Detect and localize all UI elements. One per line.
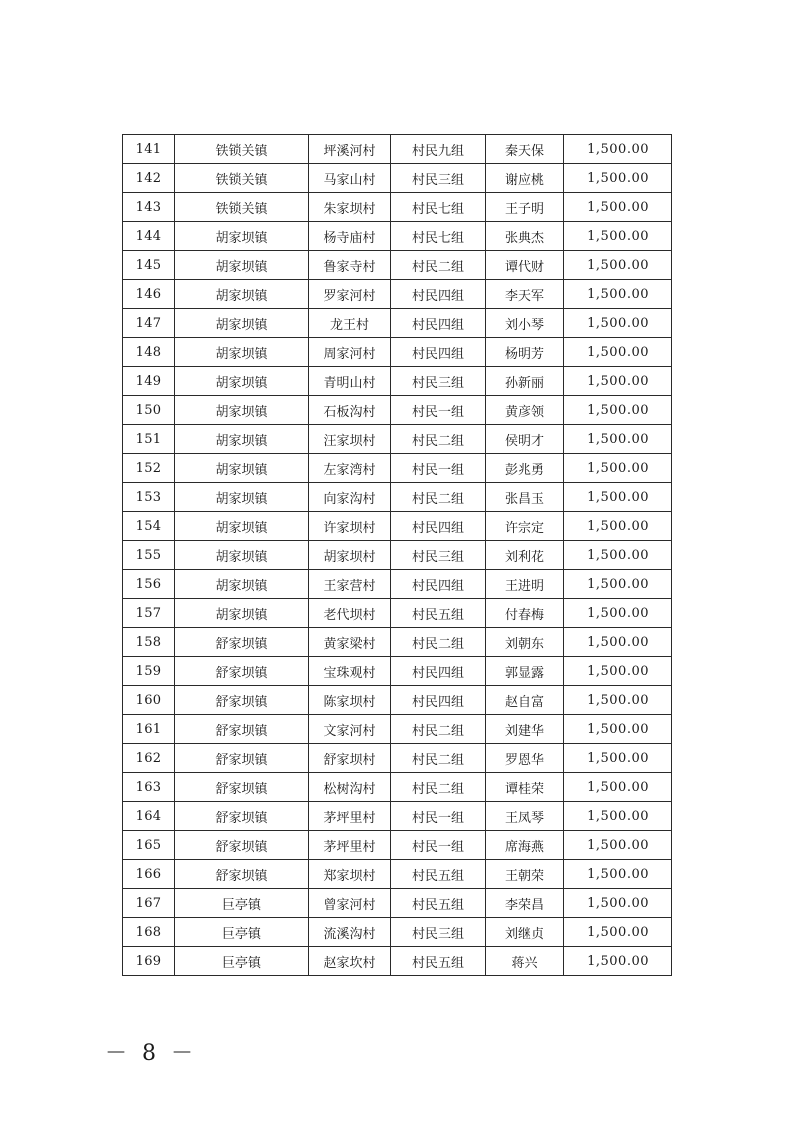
cell-serial-number: 169 xyxy=(123,947,175,976)
cell-amount: 1,500.00 xyxy=(564,309,672,338)
cell-amount: 1,500.00 xyxy=(564,947,672,976)
cell-villager-group: 村民四组 xyxy=(391,280,486,309)
cell-person-name: 席海燕 xyxy=(486,831,564,860)
beneficiary-table xyxy=(122,134,672,976)
table-row xyxy=(123,251,672,280)
cell-amount: 1,500.00 xyxy=(564,541,672,570)
table-row xyxy=(123,860,672,889)
cell-person-name: 谢应桃 xyxy=(486,164,564,193)
cell-person-name: 刘朝东 xyxy=(486,628,564,657)
cell-village: 茅坪里村 xyxy=(309,831,391,860)
cell-serial-number: 164 xyxy=(123,802,175,831)
cell-village: 鲁家寺村 xyxy=(309,251,391,280)
cell-village: 汪家坝村 xyxy=(309,425,391,454)
cell-village: 石板沟村 xyxy=(309,396,391,425)
table-body xyxy=(123,135,672,976)
cell-village: 流溪沟村 xyxy=(309,918,391,947)
cell-villager-group: 村民七组 xyxy=(391,193,486,222)
cell-person-name: 秦天保 xyxy=(486,135,564,164)
cell-person-name: 张昌玉 xyxy=(486,483,564,512)
cell-person-name: 罗恩华 xyxy=(486,744,564,773)
cell-amount: 1,500.00 xyxy=(564,831,672,860)
cell-person-name: 彭兆勇 xyxy=(486,454,564,483)
cell-town: 胡家坝镇 xyxy=(175,251,309,280)
table-row xyxy=(123,947,672,976)
cell-villager-group: 村民五组 xyxy=(391,947,486,976)
cell-serial-number: 155 xyxy=(123,541,175,570)
cell-serial-number: 167 xyxy=(123,889,175,918)
cell-town: 胡家坝镇 xyxy=(175,425,309,454)
table-row xyxy=(123,222,672,251)
cell-person-name: 王子明 xyxy=(486,193,564,222)
cell-village: 龙王村 xyxy=(309,309,391,338)
cell-amount: 1,500.00 xyxy=(564,599,672,628)
cell-villager-group: 村民三组 xyxy=(391,367,486,396)
cell-village: 舒家坝村 xyxy=(309,744,391,773)
table-row xyxy=(123,657,672,686)
cell-village: 曾家河村 xyxy=(309,889,391,918)
cell-villager-group: 村民四组 xyxy=(391,657,486,686)
cell-town: 胡家坝镇 xyxy=(175,454,309,483)
cell-serial-number: 160 xyxy=(123,686,175,715)
cell-villager-group: 村民一组 xyxy=(391,831,486,860)
cell-town: 胡家坝镇 xyxy=(175,541,309,570)
table-row xyxy=(123,135,672,164)
cell-amount: 1,500.00 xyxy=(564,512,672,541)
page-number: － 8 － xyxy=(105,1041,197,1066)
cell-village: 左家湾村 xyxy=(309,454,391,483)
cell-villager-group: 村民五组 xyxy=(391,599,486,628)
table-row xyxy=(123,889,672,918)
cell-villager-group: 村民四组 xyxy=(391,570,486,599)
cell-serial-number: 166 xyxy=(123,860,175,889)
cell-amount: 1,500.00 xyxy=(564,657,672,686)
cell-amount: 1,500.00 xyxy=(564,773,672,802)
cell-town: 舒家坝镇 xyxy=(175,628,309,657)
cell-villager-group: 村民一组 xyxy=(391,454,486,483)
cell-serial-number: 142 xyxy=(123,164,175,193)
table-row xyxy=(123,628,672,657)
cell-village: 朱家坝村 xyxy=(309,193,391,222)
cell-town: 舒家坝镇 xyxy=(175,657,309,686)
cell-serial-number: 154 xyxy=(123,512,175,541)
cell-amount: 1,500.00 xyxy=(564,338,672,367)
cell-town: 胡家坝镇 xyxy=(175,570,309,599)
cell-amount: 1,500.00 xyxy=(564,251,672,280)
table-row xyxy=(123,483,672,512)
cell-person-name: 王朝荣 xyxy=(486,860,564,889)
cell-serial-number: 144 xyxy=(123,222,175,251)
cell-serial-number: 159 xyxy=(123,657,175,686)
cell-person-name: 郭显露 xyxy=(486,657,564,686)
cell-serial-number: 163 xyxy=(123,773,175,802)
cell-person-name: 刘利花 xyxy=(486,541,564,570)
cell-person-name: 杨明芳 xyxy=(486,338,564,367)
cell-town: 巨亭镇 xyxy=(175,889,309,918)
cell-villager-group: 村民七组 xyxy=(391,222,486,251)
cell-villager-group: 村民五组 xyxy=(391,889,486,918)
cell-village: 胡家坝村 xyxy=(309,541,391,570)
cell-amount: 1,500.00 xyxy=(564,193,672,222)
cell-village: 黄家梁村 xyxy=(309,628,391,657)
cell-person-name: 谭桂荣 xyxy=(486,773,564,802)
cell-amount: 1,500.00 xyxy=(564,483,672,512)
cell-village: 茅坪里村 xyxy=(309,802,391,831)
cell-villager-group: 村民二组 xyxy=(391,715,486,744)
cell-person-name: 刘建华 xyxy=(486,715,564,744)
cell-serial-number: 152 xyxy=(123,454,175,483)
table-row xyxy=(123,802,672,831)
cell-town: 胡家坝镇 xyxy=(175,309,309,338)
cell-serial-number: 153 xyxy=(123,483,175,512)
cell-town: 胡家坝镇 xyxy=(175,512,309,541)
cell-villager-group: 村民二组 xyxy=(391,483,486,512)
cell-person-name: 王进明 xyxy=(486,570,564,599)
cell-villager-group: 村民四组 xyxy=(391,512,486,541)
table-row xyxy=(123,396,672,425)
table-row xyxy=(123,309,672,338)
cell-serial-number: 146 xyxy=(123,280,175,309)
cell-person-name: 张典杰 xyxy=(486,222,564,251)
cell-village: 王家营村 xyxy=(309,570,391,599)
table-row xyxy=(123,164,672,193)
cell-villager-group: 村民二组 xyxy=(391,425,486,454)
cell-person-name: 孙新丽 xyxy=(486,367,564,396)
cell-villager-group: 村民三组 xyxy=(391,918,486,947)
cell-town: 胡家坝镇 xyxy=(175,280,309,309)
table-row xyxy=(123,918,672,947)
cell-village: 文家河村 xyxy=(309,715,391,744)
cell-town: 巨亭镇 xyxy=(175,918,309,947)
cell-village: 宝珠观村 xyxy=(309,657,391,686)
cell-amount: 1,500.00 xyxy=(564,744,672,773)
cell-amount: 1,500.00 xyxy=(564,425,672,454)
cell-person-name: 刘小琴 xyxy=(486,309,564,338)
cell-amount: 1,500.00 xyxy=(564,918,672,947)
cell-amount: 1,500.00 xyxy=(564,860,672,889)
cell-town: 舒家坝镇 xyxy=(175,802,309,831)
cell-serial-number: 151 xyxy=(123,425,175,454)
cell-amount: 1,500.00 xyxy=(564,802,672,831)
cell-villager-group: 村民一组 xyxy=(391,396,486,425)
cell-town: 舒家坝镇 xyxy=(175,744,309,773)
cell-person-name: 李天军 xyxy=(486,280,564,309)
table-row xyxy=(123,831,672,860)
cell-person-name: 刘继贞 xyxy=(486,918,564,947)
cell-villager-group: 村民五组 xyxy=(391,860,486,889)
cell-person-name: 赵自富 xyxy=(486,686,564,715)
table-row xyxy=(123,744,672,773)
cell-town: 胡家坝镇 xyxy=(175,367,309,396)
cell-villager-group: 村民九组 xyxy=(391,135,486,164)
table-row xyxy=(123,454,672,483)
cell-town: 胡家坝镇 xyxy=(175,483,309,512)
cell-village: 周家河村 xyxy=(309,338,391,367)
cell-person-name: 王凤琴 xyxy=(486,802,564,831)
cell-village: 陈家坝村 xyxy=(309,686,391,715)
cell-town: 胡家坝镇 xyxy=(175,338,309,367)
cell-person-name: 付春梅 xyxy=(486,599,564,628)
cell-serial-number: 168 xyxy=(123,918,175,947)
table-row xyxy=(123,686,672,715)
cell-amount: 1,500.00 xyxy=(564,454,672,483)
cell-village: 老代坝村 xyxy=(309,599,391,628)
cell-town: 舒家坝镇 xyxy=(175,860,309,889)
cell-village: 坪溪河村 xyxy=(309,135,391,164)
cell-person-name: 许宗定 xyxy=(486,512,564,541)
cell-serial-number: 156 xyxy=(123,570,175,599)
cell-town: 舒家坝镇 xyxy=(175,686,309,715)
table-row xyxy=(123,541,672,570)
cell-village: 罗家河村 xyxy=(309,280,391,309)
cell-village: 松树沟村 xyxy=(309,773,391,802)
cell-village: 许家坝村 xyxy=(309,512,391,541)
cell-amount: 1,500.00 xyxy=(564,686,672,715)
cell-amount: 1,500.00 xyxy=(564,396,672,425)
cell-amount: 1,500.00 xyxy=(564,628,672,657)
cell-villager-group: 村民一组 xyxy=(391,802,486,831)
cell-villager-group: 村民三组 xyxy=(391,541,486,570)
table-row xyxy=(123,193,672,222)
cell-amount: 1,500.00 xyxy=(564,280,672,309)
cell-serial-number: 157 xyxy=(123,599,175,628)
cell-town: 胡家坝镇 xyxy=(175,222,309,251)
cell-villager-group: 村民四组 xyxy=(391,338,486,367)
cell-villager-group: 村民二组 xyxy=(391,744,486,773)
cell-amount: 1,500.00 xyxy=(564,367,672,396)
cell-person-name: 侯明才 xyxy=(486,425,564,454)
cell-village: 向家沟村 xyxy=(309,483,391,512)
table-row xyxy=(123,715,672,744)
cell-villager-group: 村民二组 xyxy=(391,628,486,657)
cell-villager-group: 村民四组 xyxy=(391,686,486,715)
table-row xyxy=(123,425,672,454)
table-row xyxy=(123,280,672,309)
cell-amount: 1,500.00 xyxy=(564,135,672,164)
cell-town: 铁锁关镇 xyxy=(175,135,309,164)
cell-serial-number: 141 xyxy=(123,135,175,164)
cell-town: 巨亭镇 xyxy=(175,947,309,976)
cell-town: 铁锁关镇 xyxy=(175,193,309,222)
cell-village: 赵家坎村 xyxy=(309,947,391,976)
cell-serial-number: 149 xyxy=(123,367,175,396)
cell-village: 杨寺庙村 xyxy=(309,222,391,251)
cell-town: 胡家坝镇 xyxy=(175,396,309,425)
cell-town: 胡家坝镇 xyxy=(175,599,309,628)
cell-amount: 1,500.00 xyxy=(564,164,672,193)
table-row xyxy=(123,599,672,628)
cell-serial-number: 165 xyxy=(123,831,175,860)
table-row xyxy=(123,367,672,396)
table-row xyxy=(123,773,672,802)
cell-serial-number: 150 xyxy=(123,396,175,425)
table-row xyxy=(123,512,672,541)
cell-village: 郑家坝村 xyxy=(309,860,391,889)
cell-serial-number: 147 xyxy=(123,309,175,338)
cell-town: 铁锁关镇 xyxy=(175,164,309,193)
cell-village: 马家山村 xyxy=(309,164,391,193)
cell-serial-number: 145 xyxy=(123,251,175,280)
table-row xyxy=(123,570,672,599)
cell-villager-group: 村民三组 xyxy=(391,164,486,193)
cell-amount: 1,500.00 xyxy=(564,889,672,918)
cell-town: 舒家坝镇 xyxy=(175,773,309,802)
cell-amount: 1,500.00 xyxy=(564,222,672,251)
cell-amount: 1,500.00 xyxy=(564,570,672,599)
cell-serial-number: 158 xyxy=(123,628,175,657)
cell-village: 青明山村 xyxy=(309,367,391,396)
cell-person-name: 黄彦领 xyxy=(486,396,564,425)
cell-villager-group: 村民二组 xyxy=(391,773,486,802)
cell-villager-group: 村民四组 xyxy=(391,309,486,338)
cell-serial-number: 161 xyxy=(123,715,175,744)
cell-person-name: 蒋兴 xyxy=(486,947,564,976)
cell-serial-number: 148 xyxy=(123,338,175,367)
table-row xyxy=(123,338,672,367)
cell-serial-number: 143 xyxy=(123,193,175,222)
cell-town: 舒家坝镇 xyxy=(175,831,309,860)
cell-town: 舒家坝镇 xyxy=(175,715,309,744)
cell-amount: 1,500.00 xyxy=(564,715,672,744)
cell-villager-group: 村民二组 xyxy=(391,251,486,280)
cell-serial-number: 162 xyxy=(123,744,175,773)
cell-person-name: 谭代财 xyxy=(486,251,564,280)
cell-person-name: 李荣昌 xyxy=(486,889,564,918)
